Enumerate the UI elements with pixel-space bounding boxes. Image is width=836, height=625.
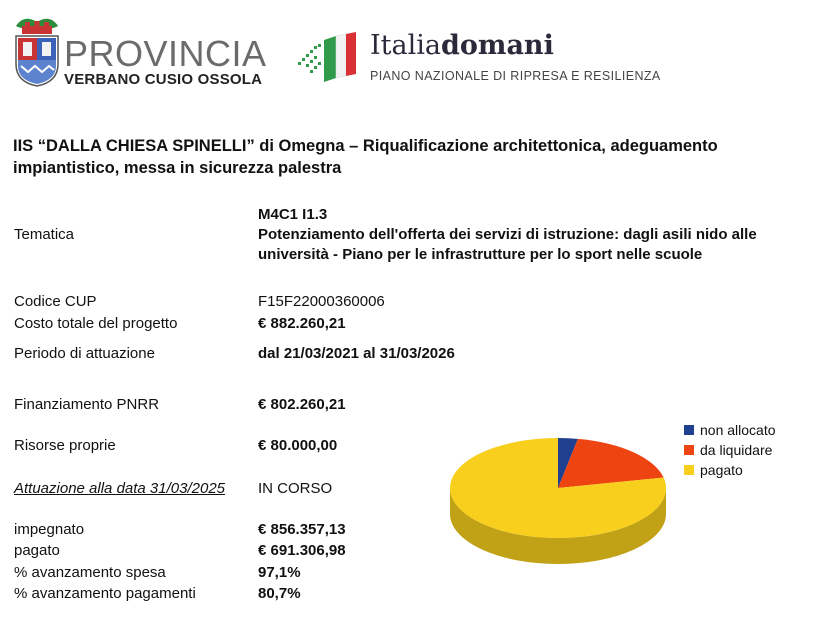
provincia-subtitle: VERBANO CUSIO OSSOLA bbox=[64, 71, 263, 88]
attuazione-label: Attuazione alla data 31/03/2025 bbox=[14, 480, 226, 497]
legend-swatch bbox=[684, 465, 694, 475]
risorse-label: Risorse proprie bbox=[14, 437, 116, 454]
pnrr-label: Finanziamento PNRR bbox=[14, 396, 160, 413]
italia-domani-logo-icon bbox=[296, 32, 358, 84]
tematica-description: Potenziamento dell'offerta dei servizi di istruzione: dagli asili nido alle università - Piano per le infrastrutture per lo sport nelle scuole bbox=[258, 226, 757, 263]
impegnato-value: € 856.357,13 bbox=[258, 521, 346, 538]
legend-swatch bbox=[684, 425, 694, 435]
legend-swatch bbox=[684, 445, 694, 455]
domani-word-part: domani bbox=[440, 30, 554, 61]
attuazione-status: IN CORSO bbox=[258, 480, 333, 497]
legend-label: pagato bbox=[700, 462, 743, 478]
legend-item bbox=[684, 420, 776, 440]
cup-label: Codice CUP bbox=[14, 293, 97, 310]
italia-word-part: Italia bbox=[370, 30, 441, 61]
italia-domani-subtitle: PIANO NAZIONALE DI RIPRESA E RESILIENZA bbox=[370, 69, 661, 83]
legend-item bbox=[684, 460, 776, 480]
pie-legend bbox=[684, 420, 776, 480]
impegnato-label: impegnato bbox=[14, 521, 85, 538]
pagato-label: pagato bbox=[14, 542, 60, 559]
provincia-wordmark: PROVINCIA bbox=[64, 33, 267, 74]
provincia-crest-logo bbox=[10, 12, 64, 88]
funding-pie-chart bbox=[440, 420, 690, 600]
costo-value: € 882.260,21 bbox=[258, 315, 346, 332]
spesa-label: % avanzamento spesa bbox=[14, 564, 166, 581]
periodo-value: dal 21/03/2021 al 31/03/2026 bbox=[258, 345, 455, 362]
spesa-value: 97,1% bbox=[258, 564, 301, 581]
tematica-label: Tematica bbox=[14, 226, 75, 243]
costo-label: Costo totale del progetto bbox=[14, 315, 178, 332]
legend-label: da liquidare bbox=[700, 442, 773, 458]
tematica-code: M4C1 I1.3 bbox=[258, 206, 328, 223]
legend-label: non allocato bbox=[700, 422, 776, 438]
legend-item bbox=[684, 440, 776, 460]
cup-value: F15F22000360006 bbox=[258, 293, 385, 310]
pnrr-value: € 802.260,21 bbox=[258, 396, 346, 413]
risorse-value: € 80.000,00 bbox=[258, 437, 338, 454]
pagato-value: € 691.306,98 bbox=[258, 542, 346, 559]
pagamenti-label: % avanzamento pagamenti bbox=[14, 585, 196, 602]
italia-domani-wordmark bbox=[370, 32, 554, 59]
periodo-label: Periodo di attuazione bbox=[14, 345, 155, 362]
pagamenti-value: 80,7% bbox=[258, 585, 301, 602]
project-title: IIS “DALLA CHIESA SPINELLI” di Omegna – Riqualificazione architettonica, adeguamento impiantistico, messa in sicurezza palestra bbox=[13, 137, 718, 177]
